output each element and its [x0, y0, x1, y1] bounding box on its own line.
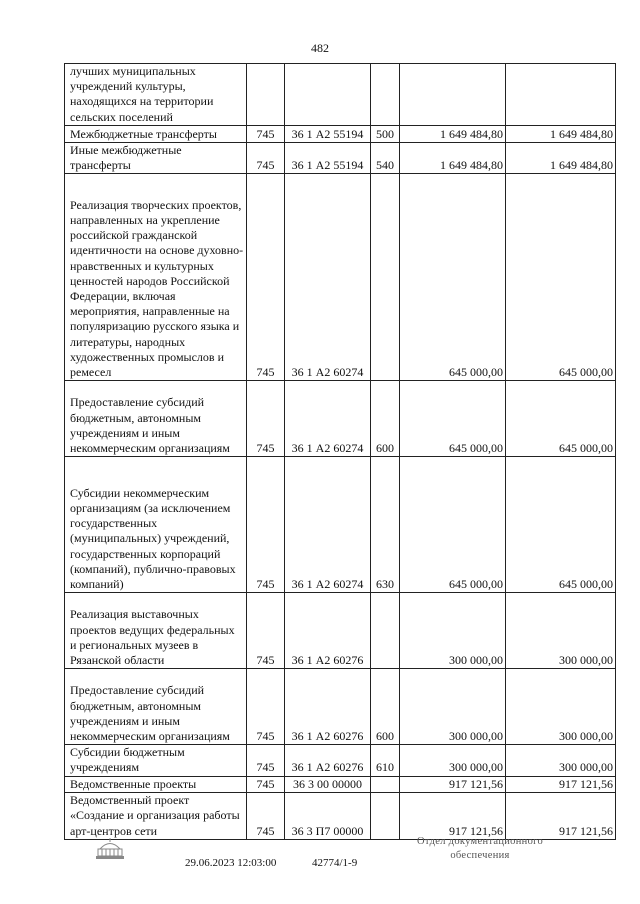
row-name: Ведомственные проекты	[65, 776, 247, 792]
table-row	[65, 593, 616, 669]
table-row	[65, 174, 616, 381]
row-gr: 745	[247, 381, 285, 457]
row-name: лучших муниципальных учреждений культуры, находящихся на территории сельских поселений	[65, 64, 247, 126]
row-gr: 745	[247, 792, 285, 839]
row-csr: 36 1 А2 60276	[285, 669, 371, 745]
row-csr: 36 1 А2 60274	[285, 381, 371, 457]
row-name: Межбюджетные трансферты	[65, 125, 247, 142]
row-vr: 630	[371, 457, 400, 593]
row-vr	[371, 64, 400, 126]
row-gr: 745	[247, 174, 285, 381]
department-stamp	[405, 835, 555, 863]
row-name: Реализация выставочных проектов ведущих федеральных и региональных музеев в Рязанской области	[65, 593, 247, 669]
row-sum-1: 300 000,00	[400, 669, 506, 745]
row-vr: 610	[371, 745, 400, 776]
row-name: Предоставление субсидий бюджетным, автономным учреждениям и иным некоммерческим организациям	[65, 669, 247, 745]
row-sum-2: 645 000,00	[506, 457, 616, 593]
table-row	[65, 776, 616, 792]
row-sum-2: 1 649 484,80	[506, 125, 616, 142]
row-csr: 36 3 П7 00000	[285, 792, 371, 839]
row-gr: 745	[247, 669, 285, 745]
row-csr: 36 1 А2 55194	[285, 125, 371, 142]
row-vr	[371, 174, 400, 381]
row-sum-2: 645 000,00	[506, 174, 616, 381]
row-sum-2	[506, 64, 616, 126]
duma-logo-icon	[92, 837, 128, 863]
row-name: Реализация творческих проектов, направленных на укрепление российской гражданской идентичности на основе духовно-нравственных и культурных ценностей народов Российской Федерации, включая мероприятия, направленные на популяризацию русского языка и литературы, народных художественных промыслов и ремесел	[65, 174, 247, 381]
row-name: Ведомственный проект «Создание и организация работы арт-центров сети	[65, 792, 247, 839]
row-sum-1: 645 000,00	[400, 174, 506, 381]
table-row	[65, 125, 616, 142]
row-gr: 745	[247, 776, 285, 792]
row-sum-2: 645 000,00	[506, 381, 616, 457]
table-row	[65, 64, 616, 126]
row-vr: 600	[371, 669, 400, 745]
row-sum-1: 300 000,00	[400, 745, 506, 776]
row-csr: 36 1 А2 55194	[285, 142, 371, 173]
row-sum-2: 917 121,56	[506, 776, 616, 792]
stamp-line-1: Отдел документационного	[416, 836, 544, 847]
row-vr	[371, 776, 400, 792]
row-name: Субсидии бюджетным учреждениям	[65, 745, 247, 776]
row-name: Субсидии некоммерческим организациям (за исключением государственных (муниципальных) учреждений, государственных корпораций (компаний), публично-правовых компаний)	[65, 457, 247, 593]
stamp-line-2: обеспечения	[450, 850, 510, 861]
table-row	[65, 142, 616, 173]
row-csr: 36 1 А2 60274	[285, 174, 371, 381]
row-gr: 745	[247, 745, 285, 776]
row-sum-1: 1 649 484,80	[400, 125, 506, 142]
row-sum-2: 300 000,00	[506, 593, 616, 669]
row-gr: 745	[247, 593, 285, 669]
row-csr: 36 1 А2 60274	[285, 457, 371, 593]
row-sum-1: 917 121,56	[400, 792, 506, 839]
row-csr	[285, 64, 371, 126]
table-row	[65, 745, 616, 776]
row-vr: 500	[371, 125, 400, 142]
row-csr: 36 1 А2 60276	[285, 745, 371, 776]
row-vr	[371, 593, 400, 669]
row-sum-1: 645 000,00	[400, 381, 506, 457]
row-csr: 36 1 А2 60276	[285, 593, 371, 669]
row-sum-1: 645 000,00	[400, 457, 506, 593]
row-sum-2: 917 121,56	[506, 792, 616, 839]
page-number: 482	[311, 41, 329, 55]
row-sum-2: 300 000,00	[506, 745, 616, 776]
budget-table	[64, 63, 616, 840]
footer-doc-number: 42774/1-9	[312, 857, 358, 869]
row-sum-2: 1 649 484,80	[506, 142, 616, 173]
row-vr	[371, 792, 400, 839]
row-sum-1: 300 000,00	[400, 593, 506, 669]
footer-date: 29.06.2023 12:03:00	[185, 857, 277, 869]
table-row	[65, 792, 616, 839]
row-gr: 745	[247, 125, 285, 142]
table-row	[65, 457, 616, 593]
row-sum-1	[400, 64, 506, 126]
row-sum-2: 300 000,00	[506, 669, 616, 745]
table-row	[65, 669, 616, 745]
row-gr: 745	[247, 142, 285, 173]
row-name: Предоставление субсидий бюджетным, автономным учреждениям и иным некоммерческим организациям	[65, 381, 247, 457]
row-vr: 540	[371, 142, 400, 173]
row-sum-1: 917 121,56	[400, 776, 506, 792]
row-sum-1: 1 649 484,80	[400, 142, 506, 173]
row-vr: 600	[371, 381, 400, 457]
row-gr: 745	[247, 457, 285, 593]
row-csr: 36 3 00 00000	[285, 776, 371, 792]
table-row	[65, 381, 616, 457]
row-gr	[247, 64, 285, 126]
row-name: Иные межбюджетные трансферты	[65, 142, 247, 173]
